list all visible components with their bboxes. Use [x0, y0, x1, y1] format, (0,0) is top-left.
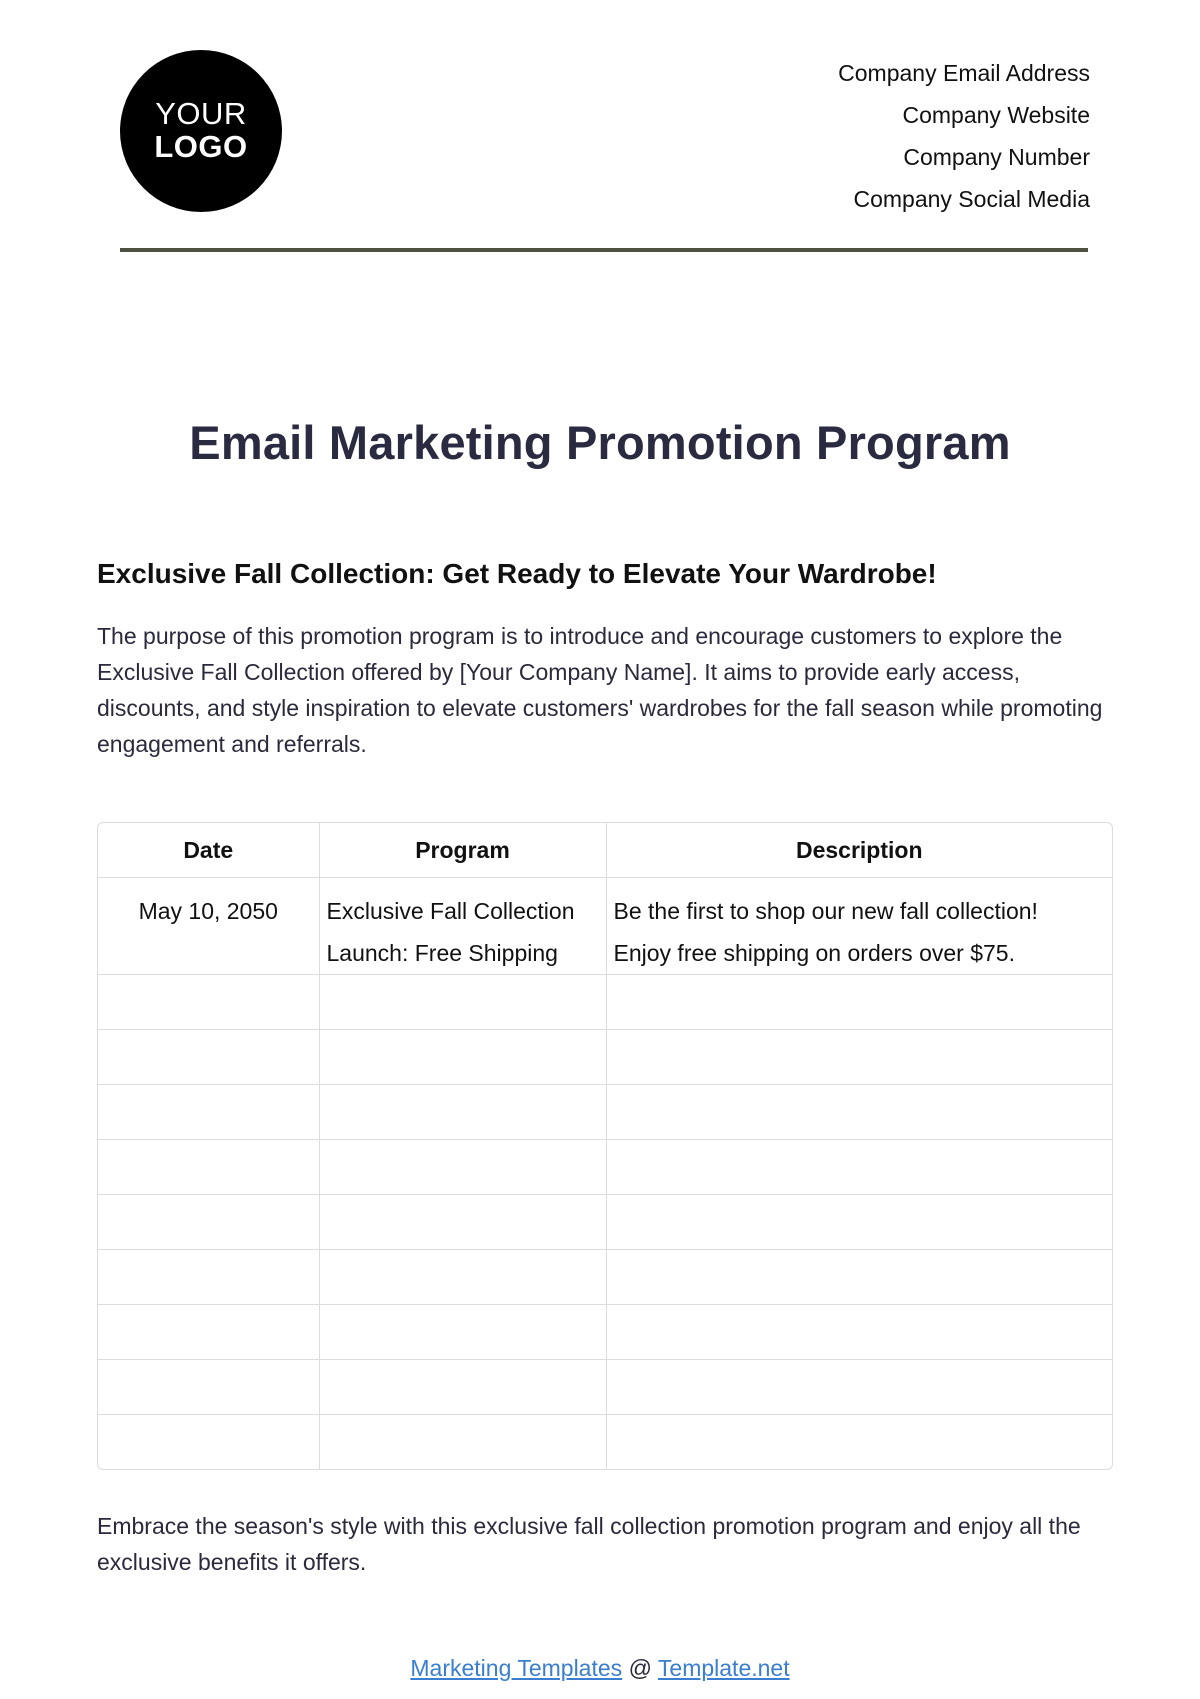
page-title: Email Marketing Promotion Program — [189, 416, 1011, 469]
cell-date — [98, 1415, 319, 1470]
cell-program — [319, 1415, 606, 1470]
closing-paragraph: Embrace the season's style with this exclusive fall collection promotion program and enjoy all the exclusive benefits it offers. — [97, 1513, 1081, 1575]
cell-program — [319, 1140, 606, 1195]
table-row — [98, 1195, 1112, 1250]
date-text: May 10, 2050 — [138, 898, 278, 924]
cell-description — [606, 1305, 1112, 1360]
cell-description — [606, 1030, 1112, 1085]
cell-date — [98, 1305, 319, 1360]
cell-date — [98, 1250, 319, 1305]
cell-description — [606, 1195, 1112, 1250]
table-header-row — [98, 823, 1112, 878]
cell-program — [319, 975, 606, 1030]
header-date: Date — [98, 823, 319, 878]
table-row — [98, 878, 1112, 975]
cell-description — [606, 1085, 1112, 1140]
description-line-1: Be the first to shop our new fall collection! — [613, 898, 1038, 924]
cell-program — [319, 878, 606, 975]
program-line-1: Exclusive Fall Collection — [326, 898, 575, 924]
logo-line-2: LOGO — [154, 129, 248, 164]
table-row — [98, 1415, 1112, 1470]
company-email: Company Email Address — [838, 60, 1090, 86]
logo-line-1: YOUR — [155, 96, 247, 132]
table-row — [98, 1140, 1112, 1195]
table-row — [98, 1250, 1112, 1305]
intro-paragraph: The purpose of this promotion program is to introduce and encourage customers to explore the Exclusive Fall Collection offered by [Your Company Name]. It aims to provide early access, discounts, and style inspiration to elevate customers' wardrobes for the fall season while promoting engagement and referrals. — [97, 623, 1103, 757]
cell-program — [319, 1360, 606, 1415]
cell-program — [319, 1030, 606, 1085]
program-table — [97, 822, 1113, 1470]
table-row — [98, 1360, 1112, 1415]
cell-date — [98, 878, 319, 975]
table-row — [98, 1030, 1112, 1085]
cell-program — [319, 1305, 606, 1360]
header-description: Description — [606, 823, 1112, 878]
cell-program — [319, 1085, 606, 1140]
table-row — [98, 1085, 1112, 1140]
cell-date — [98, 1085, 319, 1140]
cell-date — [98, 1360, 319, 1415]
description-line-2: Enjoy free shipping on orders over $75. — [613, 940, 1015, 966]
cell-date — [98, 1030, 319, 1085]
company-contact-block — [838, 52, 1090, 220]
table-row — [98, 975, 1112, 1030]
cell-description — [606, 1140, 1112, 1195]
table-row — [98, 1305, 1112, 1360]
company-logo — [120, 50, 282, 212]
marketing-templates-link[interactable]: Marketing Templates — [410, 1655, 623, 1681]
footer — [0, 1655, 1200, 1682]
cell-description — [606, 1360, 1112, 1415]
cell-program — [319, 1250, 606, 1305]
template-net-link[interactable]: Template.net — [657, 1655, 790, 1681]
cell-description — [606, 1250, 1112, 1305]
cell-description — [606, 975, 1112, 1030]
cell-description — [606, 878, 1112, 975]
footer-separator: @ — [628, 1655, 652, 1681]
program-line-2: Launch: Free Shipping — [326, 940, 558, 966]
company-social-media: Company Social Media — [853, 186, 1090, 212]
cell-date — [98, 1195, 319, 1250]
header-program: Program — [319, 823, 606, 878]
cell-description — [606, 1415, 1112, 1470]
section-subtitle: Exclusive Fall Collection: Get Ready to Elevate Your Wardrobe! — [97, 558, 937, 589]
company-number: Company Number — [903, 144, 1090, 170]
cell-date — [98, 1140, 319, 1195]
company-website: Company Website — [902, 102, 1090, 128]
header-divider — [120, 248, 1088, 252]
cell-program — [319, 1195, 606, 1250]
cell-date — [98, 975, 319, 1030]
